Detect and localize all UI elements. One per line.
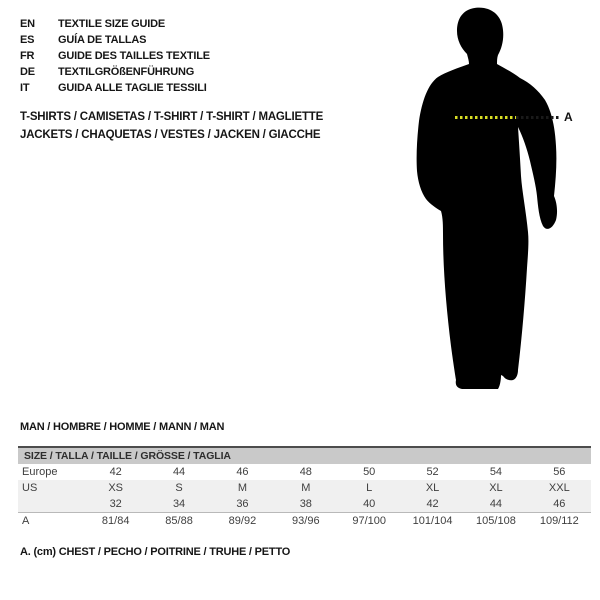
table-cell: XL [425,482,440,494]
table-cell: 81/84 [101,515,130,527]
table-cell: 56 [553,466,566,478]
table-cell: 34 [172,498,186,510]
language-label: TEXTILGRÖßENFÜHRUNG [58,66,195,78]
garment-line-tshirts: T-SHIRTS / CAMISETAS / T-SHIRT / T-SHIRT / MAGLIETTE [20,111,324,123]
table-row-europe [18,464,591,480]
table-cell: 36 [236,498,249,510]
footnote-chest-legend: A. (cm) CHEST / PECHO / POITRINE / TRUHE / PETTO [20,546,291,558]
man-silhouette-figure [410,6,565,396]
chest-measure-line-yellow [455,116,516,119]
section-title-man: MAN / HOMBRE / HOMME / MANN / MAN [20,421,225,433]
table-cell: 101/104 [412,515,453,527]
table-cell: XS [108,482,124,494]
table-cell: 44 [172,466,186,478]
table-row-numeric [18,496,591,512]
table-cell: 93/96 [292,515,320,527]
table-cell: 44 [489,498,503,510]
table-cell: L [366,482,373,494]
table-cell: 97/100 [352,515,387,527]
language-label: GUIDE DES TAILLES TEXTILE [58,50,210,62]
language-row-es [20,32,210,48]
table-cell: 38 [299,498,312,510]
table-cell: 42 [109,466,122,478]
chest-measure-line-dark [516,116,560,119]
table-cell: M [301,482,311,494]
language-row-en [20,16,210,32]
table-cell: 105/108 [476,515,516,527]
table-cell: 48 [299,466,312,478]
table-cell: 85/88 [165,515,193,527]
size-table-header: SIZE / TALLA / TAILLE / GRÖSSE / TAGLIA [18,448,591,464]
table-cell: 46 [553,498,566,510]
language-row-de [20,64,210,80]
row-label: A [22,515,30,527]
garment-type-lines [20,108,323,144]
size-table [18,446,591,529]
row-label [18,496,84,512]
garment-line-jackets: JACKETS / CHAQUETAS / VESTES / JACKEN / GIACCHE [20,129,321,141]
language-label: GUIDA ALLE TAGLIE TESSILI [58,82,207,94]
language-code: EN [20,18,35,30]
language-code: ES [20,34,35,46]
language-row-fr [20,48,210,64]
table-cell: 40 [363,498,376,510]
table-row-us [18,480,591,496]
language-title-list [20,16,210,96]
table-cell: M [237,482,248,494]
language-label: GUÍA DE TALLAS [58,34,147,46]
language-code: FR [20,50,35,62]
table-row-chest-a [18,512,591,529]
table-cell: 42 [426,498,439,510]
row-label: US [22,482,38,494]
table-cell: XXL [548,482,570,494]
table-cell: XL [489,482,503,494]
table-cell: S [175,482,183,494]
language-code: IT [20,82,30,94]
table-cell: 52 [426,466,439,478]
table-cell: 89/92 [228,515,257,527]
table-cell: 50 [363,466,376,478]
table-cell: 32 [109,498,122,510]
man-silhouette-icon [410,6,565,396]
language-code: DE [20,66,35,78]
table-cell: 109/112 [539,515,579,527]
language-label: TEXTILE SIZE GUIDE [58,18,166,30]
measure-label-a: A [564,110,573,124]
language-row-it [20,80,210,96]
table-cell: 46 [236,466,249,478]
table-cell: 54 [489,466,503,478]
row-label: Europe [22,466,58,478]
